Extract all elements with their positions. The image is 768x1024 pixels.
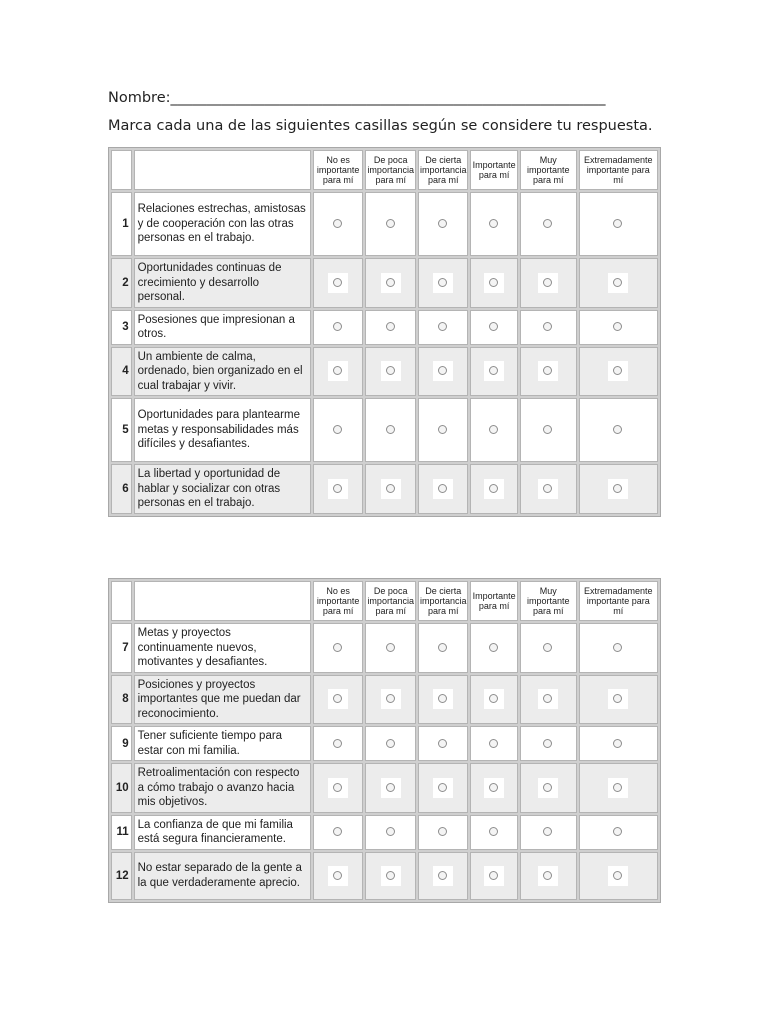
question-row bbox=[111, 815, 658, 850]
answer-cell bbox=[313, 726, 364, 761]
col-header: Muy importante para mí bbox=[520, 581, 577, 621]
survey-table-1 bbox=[108, 147, 661, 517]
radio-box bbox=[328, 822, 348, 842]
radio-button[interactable] bbox=[333, 871, 342, 880]
col-header: De poca importancia para mí bbox=[365, 581, 416, 621]
answer-cell bbox=[579, 726, 658, 761]
radio-button[interactable] bbox=[438, 871, 447, 880]
question-text: Posesiones que impresionan a otros. bbox=[134, 310, 311, 345]
radio-box bbox=[381, 822, 401, 842]
radio-box bbox=[433, 778, 453, 798]
radio-button[interactable] bbox=[386, 219, 395, 228]
radio-button[interactable] bbox=[438, 484, 447, 493]
radio-box bbox=[381, 778, 401, 798]
radio-button[interactable] bbox=[613, 643, 622, 652]
radio-box bbox=[328, 361, 348, 381]
radio-box bbox=[433, 361, 453, 381]
col-header: No es importante para mí bbox=[313, 581, 364, 621]
radio-button[interactable] bbox=[613, 871, 622, 880]
answer-cell bbox=[313, 852, 364, 900]
answer-cell bbox=[520, 815, 577, 850]
question-text: Retroalimentación con respecto a cómo trabajo o avanzo hacia mis objetivos. bbox=[134, 763, 311, 813]
radio-button[interactable] bbox=[489, 484, 498, 493]
answer-cell bbox=[365, 815, 416, 850]
radio-box bbox=[608, 866, 628, 886]
radio-box bbox=[433, 420, 453, 440]
radio-button[interactable] bbox=[438, 322, 447, 331]
table-header-row bbox=[111, 581, 658, 621]
answer-cell bbox=[418, 623, 469, 673]
question-number: 8 bbox=[111, 675, 132, 725]
radio-button[interactable] bbox=[438, 694, 447, 703]
corner-cell bbox=[111, 150, 132, 190]
radio-box bbox=[433, 866, 453, 886]
radio-button[interactable] bbox=[386, 425, 395, 434]
radio-box bbox=[608, 479, 628, 499]
answer-cell bbox=[313, 815, 364, 850]
radio-box bbox=[328, 214, 348, 234]
radio-box bbox=[381, 866, 401, 886]
radio-box bbox=[608, 638, 628, 658]
radio-button[interactable] bbox=[386, 694, 395, 703]
radio-box bbox=[381, 214, 401, 234]
radio-box bbox=[381, 317, 401, 337]
col-header: Extremadamente importante para mí bbox=[579, 150, 658, 190]
question-row bbox=[111, 398, 658, 462]
radio-button[interactable] bbox=[333, 827, 342, 836]
answer-cell bbox=[470, 347, 517, 397]
radio-button[interactable] bbox=[613, 827, 622, 836]
radio-button[interactable] bbox=[333, 278, 342, 287]
answer-cell bbox=[365, 763, 416, 813]
radio-button[interactable] bbox=[543, 278, 552, 287]
radio-box bbox=[328, 734, 348, 754]
answer-cell bbox=[520, 258, 577, 308]
radio-button[interactable] bbox=[386, 484, 395, 493]
answer-cell bbox=[365, 675, 416, 725]
radio-box bbox=[381, 689, 401, 709]
radio-box bbox=[484, 778, 504, 798]
question-number: 6 bbox=[111, 464, 132, 514]
radio-button[interactable] bbox=[333, 425, 342, 434]
radio-box bbox=[381, 361, 401, 381]
col-header: No es importante para mí bbox=[313, 150, 364, 190]
radio-button[interactable] bbox=[386, 783, 395, 792]
question-text: Relaciones estrechas, amistosas y de cooperación con las otras personas en el trabajo. bbox=[134, 192, 311, 256]
answer-cell bbox=[365, 726, 416, 761]
answer-cell bbox=[418, 347, 469, 397]
question-row bbox=[111, 258, 658, 308]
radio-button[interactable] bbox=[489, 425, 498, 434]
answer-cell bbox=[579, 464, 658, 514]
radio-button[interactable] bbox=[438, 739, 447, 748]
radio-button[interactable] bbox=[333, 643, 342, 652]
radio-box bbox=[433, 317, 453, 337]
radio-box bbox=[328, 689, 348, 709]
question-row bbox=[111, 726, 658, 761]
radio-box bbox=[608, 317, 628, 337]
answer-cell bbox=[579, 192, 658, 256]
radio-button[interactable] bbox=[333, 694, 342, 703]
table-header-row bbox=[111, 150, 658, 190]
radio-box bbox=[381, 273, 401, 293]
radio-box bbox=[538, 361, 558, 381]
question-number: 12 bbox=[111, 852, 132, 900]
radio-box bbox=[328, 638, 348, 658]
answer-cell bbox=[520, 852, 577, 900]
radio-box bbox=[433, 822, 453, 842]
radio-button[interactable] bbox=[613, 739, 622, 748]
radio-box bbox=[608, 273, 628, 293]
answer-cell bbox=[313, 398, 364, 462]
answer-cell bbox=[313, 310, 364, 345]
radio-button[interactable] bbox=[489, 219, 498, 228]
radio-box bbox=[538, 689, 558, 709]
radio-button[interactable] bbox=[543, 739, 552, 748]
question-text: Oportunidades continuas de crecimiento y desarrollo personal. bbox=[134, 258, 311, 308]
question-row bbox=[111, 675, 658, 725]
answer-cell bbox=[520, 675, 577, 725]
radio-box bbox=[328, 778, 348, 798]
statement-header bbox=[134, 581, 311, 621]
question-number: 1 bbox=[111, 192, 132, 256]
answer-cell bbox=[313, 347, 364, 397]
radio-box bbox=[484, 361, 504, 381]
radio-button[interactable] bbox=[333, 739, 342, 748]
radio-button[interactable] bbox=[438, 219, 447, 228]
answer-cell bbox=[365, 347, 416, 397]
radio-button[interactable] bbox=[386, 739, 395, 748]
radio-button[interactable] bbox=[613, 484, 622, 493]
answer-cell bbox=[365, 852, 416, 900]
radio-box bbox=[484, 317, 504, 337]
col-header: Extremadamente importante para mí bbox=[579, 581, 658, 621]
answer-cell bbox=[520, 623, 577, 673]
radio-button[interactable] bbox=[333, 219, 342, 228]
question-text: No estar separado de la gente a la que verdaderamente aprecio. bbox=[134, 852, 311, 900]
question-row bbox=[111, 347, 658, 397]
radio-box bbox=[608, 214, 628, 234]
radio-button[interactable] bbox=[489, 783, 498, 792]
answer-cell bbox=[418, 815, 469, 850]
radio-box bbox=[608, 689, 628, 709]
question-number: 7 bbox=[111, 623, 132, 673]
radio-button[interactable] bbox=[543, 366, 552, 375]
answer-cell bbox=[520, 726, 577, 761]
question-number: 5 bbox=[111, 398, 132, 462]
radio-box bbox=[608, 822, 628, 842]
answer-cell bbox=[520, 763, 577, 813]
radio-button[interactable] bbox=[543, 425, 552, 434]
radio-button[interactable] bbox=[333, 783, 342, 792]
radio-button[interactable] bbox=[438, 643, 447, 652]
answer-cell bbox=[470, 726, 517, 761]
radio-button[interactable] bbox=[613, 278, 622, 287]
question-row bbox=[111, 310, 658, 345]
answer-cell bbox=[365, 192, 416, 256]
radio-button[interactable] bbox=[543, 484, 552, 493]
answer-cell bbox=[470, 398, 517, 462]
answer-cell bbox=[470, 192, 517, 256]
radio-box bbox=[484, 822, 504, 842]
radio-box bbox=[433, 638, 453, 658]
radio-button[interactable] bbox=[543, 322, 552, 331]
radio-button[interactable] bbox=[489, 322, 498, 331]
question-text: Oportunidades para plantearme metas y responsabilidades más difíciles y desafiantes. bbox=[134, 398, 311, 462]
radio-box bbox=[608, 778, 628, 798]
answer-cell bbox=[313, 258, 364, 308]
radio-box bbox=[381, 420, 401, 440]
question-text: La libertad y oportunidad de hablar y socializar con otras personas en el trabajo. bbox=[134, 464, 311, 514]
answer-cell bbox=[579, 815, 658, 850]
radio-button[interactable] bbox=[438, 783, 447, 792]
answer-cell bbox=[579, 852, 658, 900]
radio-button[interactable] bbox=[438, 827, 447, 836]
answer-cell bbox=[365, 310, 416, 345]
col-header: De cierta importancia para mí bbox=[418, 581, 469, 621]
answer-cell bbox=[470, 464, 517, 514]
answer-cell bbox=[470, 815, 517, 850]
answer-cell bbox=[365, 258, 416, 308]
radio-box bbox=[538, 778, 558, 798]
question-text: Posiciones y proyectos importantes que me puedan dar reconocimiento. bbox=[134, 675, 311, 725]
radio-box bbox=[538, 734, 558, 754]
radio-button[interactable] bbox=[386, 827, 395, 836]
question-number: 10 bbox=[111, 763, 132, 813]
radio-box bbox=[381, 638, 401, 658]
answer-cell bbox=[365, 398, 416, 462]
answer-cell bbox=[365, 464, 416, 514]
answer-cell bbox=[418, 310, 469, 345]
radio-button[interactable] bbox=[438, 366, 447, 375]
answer-cell bbox=[418, 258, 469, 308]
answer-cell bbox=[418, 852, 469, 900]
radio-box bbox=[433, 479, 453, 499]
question-row bbox=[111, 192, 658, 256]
radio-box bbox=[484, 479, 504, 499]
question-text: Metas y proyectos continuamente nuevos, motivantes y desafiantes. bbox=[134, 623, 311, 673]
answer-cell bbox=[470, 763, 517, 813]
question-number: 3 bbox=[111, 310, 132, 345]
col-header: Importante para mí bbox=[470, 581, 517, 621]
question-row bbox=[111, 852, 658, 900]
answer-cell bbox=[313, 192, 364, 256]
radio-box bbox=[538, 273, 558, 293]
radio-button[interactable] bbox=[489, 278, 498, 287]
radio-button[interactable] bbox=[386, 322, 395, 331]
answer-cell bbox=[579, 258, 658, 308]
radio-box bbox=[608, 734, 628, 754]
col-header: De poca importancia para mí bbox=[365, 150, 416, 190]
answer-cell bbox=[470, 623, 517, 673]
col-header: Muy importante para mí bbox=[520, 150, 577, 190]
radio-box bbox=[538, 866, 558, 886]
corner-cell bbox=[111, 581, 132, 621]
answer-cell bbox=[418, 464, 469, 514]
radio-button[interactable] bbox=[333, 484, 342, 493]
radio-button[interactable] bbox=[489, 694, 498, 703]
radio-button[interactable] bbox=[613, 425, 622, 434]
answer-cell bbox=[579, 347, 658, 397]
radio-button[interactable] bbox=[613, 783, 622, 792]
radio-button[interactable] bbox=[489, 739, 498, 748]
radio-box bbox=[484, 638, 504, 658]
radio-box bbox=[484, 866, 504, 886]
radio-box bbox=[484, 273, 504, 293]
answer-cell bbox=[470, 675, 517, 725]
radio-button[interactable] bbox=[386, 643, 395, 652]
question-text: Un ambiente de calma, ordenado, bien organizado en el cual trabajar y vivir. bbox=[134, 347, 311, 397]
radio-box bbox=[433, 214, 453, 234]
answer-cell bbox=[520, 310, 577, 345]
radio-box bbox=[538, 822, 558, 842]
answer-cell bbox=[313, 623, 364, 673]
question-number: 2 bbox=[111, 258, 132, 308]
radio-box bbox=[484, 689, 504, 709]
radio-button[interactable] bbox=[489, 871, 498, 880]
radio-box bbox=[328, 866, 348, 886]
question-number: 4 bbox=[111, 347, 132, 397]
radio-button[interactable] bbox=[438, 425, 447, 434]
question-text: Tener suficiente tiempo para estar con mi familia. bbox=[134, 726, 311, 761]
radio-button[interactable] bbox=[489, 643, 498, 652]
question-row bbox=[111, 464, 658, 514]
radio-button[interactable] bbox=[543, 783, 552, 792]
answer-cell bbox=[579, 675, 658, 725]
answer-cell bbox=[365, 623, 416, 673]
instruction-text: Marca cada una de las siguientes casillas según se considere tu respuesta. bbox=[108, 118, 653, 134]
radio-box bbox=[328, 479, 348, 499]
answer-cell bbox=[313, 763, 364, 813]
radio-button[interactable] bbox=[543, 643, 552, 652]
radio-box bbox=[381, 479, 401, 499]
question-row bbox=[111, 763, 658, 813]
radio-box bbox=[538, 317, 558, 337]
radio-box bbox=[328, 273, 348, 293]
radio-button[interactable] bbox=[489, 366, 498, 375]
radio-button[interactable] bbox=[613, 322, 622, 331]
answer-cell bbox=[579, 763, 658, 813]
radio-box bbox=[538, 638, 558, 658]
radio-box bbox=[433, 273, 453, 293]
radio-box bbox=[608, 361, 628, 381]
answer-cell bbox=[520, 192, 577, 256]
radio-button[interactable] bbox=[613, 366, 622, 375]
radio-button[interactable] bbox=[386, 366, 395, 375]
radio-box bbox=[538, 420, 558, 440]
radio-box bbox=[433, 734, 453, 754]
answer-cell bbox=[579, 310, 658, 345]
radio-box bbox=[328, 420, 348, 440]
answer-cell bbox=[470, 852, 517, 900]
radio-box bbox=[538, 479, 558, 499]
radio-button[interactable] bbox=[333, 366, 342, 375]
name-field-label: Nombre:____________________________________________________________ bbox=[108, 90, 606, 106]
radio-button[interactable] bbox=[543, 694, 552, 703]
col-header: De cierta importancia para mí bbox=[418, 150, 469, 190]
radio-box bbox=[381, 734, 401, 754]
radio-box bbox=[328, 317, 348, 337]
question-number: 9 bbox=[111, 726, 132, 761]
radio-button[interactable] bbox=[489, 827, 498, 836]
answer-cell bbox=[470, 258, 517, 308]
col-header: Importante para mí bbox=[470, 150, 517, 190]
answer-cell bbox=[418, 398, 469, 462]
question-text: La confianza de que mi familia está segura financieramente. bbox=[134, 815, 311, 850]
question-row bbox=[111, 623, 658, 673]
survey-table-2 bbox=[108, 578, 661, 903]
radio-button[interactable] bbox=[438, 278, 447, 287]
statement-header bbox=[134, 150, 311, 190]
answer-cell bbox=[579, 623, 658, 673]
radio-box bbox=[608, 420, 628, 440]
radio-box bbox=[484, 214, 504, 234]
radio-box bbox=[433, 689, 453, 709]
radio-button[interactable] bbox=[386, 871, 395, 880]
radio-button[interactable] bbox=[613, 694, 622, 703]
radio-button[interactable] bbox=[333, 322, 342, 331]
answer-cell bbox=[313, 464, 364, 514]
radio-box bbox=[484, 420, 504, 440]
answer-cell bbox=[418, 726, 469, 761]
answer-cell bbox=[520, 347, 577, 397]
radio-box bbox=[538, 214, 558, 234]
radio-button[interactable] bbox=[386, 278, 395, 287]
answer-cell bbox=[520, 464, 577, 514]
answer-cell bbox=[579, 398, 658, 462]
answer-cell bbox=[313, 675, 364, 725]
answer-cell bbox=[418, 763, 469, 813]
answer-cell bbox=[470, 310, 517, 345]
radio-button[interactable] bbox=[543, 219, 552, 228]
answer-cell bbox=[520, 398, 577, 462]
radio-box bbox=[484, 734, 504, 754]
radio-button[interactable] bbox=[613, 219, 622, 228]
answer-cell bbox=[418, 192, 469, 256]
question-number: 11 bbox=[111, 815, 132, 850]
radio-button[interactable] bbox=[543, 871, 552, 880]
answer-cell bbox=[418, 675, 469, 725]
radio-button[interactable] bbox=[543, 827, 552, 836]
